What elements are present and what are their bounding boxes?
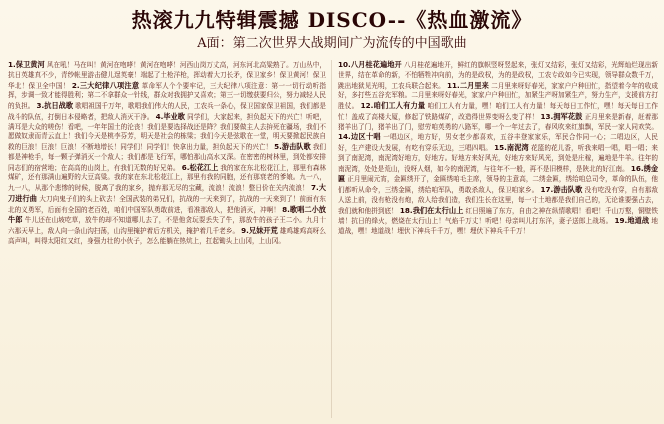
song-lyrics: 歌唱祖国千万年，歌唱我们伟大的人民，工农兵一条心，保卫国家保卫祖国，我们都是战斗的队伍，打倒日本侵略者，把敌人消灭干净。: [8, 102, 326, 121]
song-lyrics: 红日照遍了东方，自由之神在纵情歌唱！看吧！千山万壑，铜壁铁墙！抗日的烽火，燃烧在太行山上！气焰千万丈！听吧！母亲叫儿打东洋，妻子送郎上战场。: [338, 206, 658, 226]
song-lyrics: 同学们，大家起来，担负起天下的兴亡！听吧，满耳是大众的嗟伤！看吧，一年年国土的沦丧！我们是要选择战还是降？我们要做主人去拚死在疆场，我们不愿做奴隶而青云直上！我们今天是桃李芬芳，明天是社会的栋梁；我们今天是弦歌在一堂，明天要掀起民族自救的巨浪！巨浪！巨浪！不断地增长！同学们！同学们！快拿出力量，担负起天下的兴亡！: [8, 112, 326, 151]
song-title: 16.绣金匾: [338, 163, 658, 184]
page-subtitle: A面：第二次世界大战期间广为流传的中国歌曲: [197, 36, 467, 51]
song-title: 6.松花江上: [181, 162, 219, 172]
column-divider: [331, 60, 332, 418]
song-title: 18.我们在太行山上: [399, 205, 464, 215]
song-lyrics: 我的家在东北松花江上，那里有森林煤矿，还有那满山遍野的大豆高粱。我的家在东北松花江上，那里有我的同胞，还有那衰老的爹娘。九一八，九一八，从那个悲惨的时候，脱离了我的家乡，抛弃那无尽的宝藏，流浪！流浪！整日价在关内流浪！: [8, 163, 326, 192]
song-title: 8.歌唱二小放牛郎: [8, 204, 326, 225]
song-lyrics: 革命军人个个要牢记，三大纪律八项注意：第一一切行动听指挥，步调一致才能得胜利；第二不拿群众一针线，群众对我拥护又喜欢；第三一切缴获要归公，努力减轻人民的负担。: [8, 81, 326, 110]
lyrics-columns: [8, 60, 658, 418]
page-title: 热滚九九特辑震撼 DISCO--《热血激流》: [131, 8, 533, 32]
song-lyrics: 八月桂花遍地开，鲜红的旗帜竖呀竖起来，张灯又结彩，张灯又结彩，光辉灿烂现出新世界，结在革命的新，不怕牺牲冲向前，为的是政权，为的是政权，工农专政如今已实现，领导群众数千万，跳出地狱见光明，工农兵联合起来。: [338, 61, 658, 90]
song-lyrics: 雄鸡雄鸡高呀么高声叫，叫得太阳红又红，身强力壮的小伙子，怎么能躺在热炕上，扛起锄头上山冈，上山冈。: [8, 227, 326, 245]
song-lyrics: 二月里来呀好春光，家家户户种田忙，指望着今年的收成好，多打些五谷充军粮。二月里来呀好春光，家家户户种田忙，加紧生产呀加紧生产，努力生产，支援前方打胜仗。: [338, 81, 658, 110]
song-title: 9.兄妹开荒: [241, 226, 278, 235]
song-lyrics: 大刀向鬼子们的头上砍去！全国武装的弟兄们，抗战的一天来到了，抗战的一天来到了！前面有东北的义勇军，后面有全国的老百姓，咱们中国军队勇敢前进，看准那敌人，把他消灭，冲啊！: [8, 194, 326, 214]
song-title: 15.南泥湾: [494, 143, 529, 152]
lyrics-right-column: [338, 60, 658, 418]
song-title: 17.游击队歌: [540, 185, 583, 194]
song-title: 3.抗日战歌: [36, 101, 74, 110]
song-title: 5.游击队歌: [274, 142, 311, 151]
song-lyrics: 风在吼！马在叫！黄河在咆哮！黄河在咆哮！河西山岗万丈高，河东河北高粱熟了。万山丛中，抗日英雄真不少，青纱帐里游击健儿逞英豪！端起了土枪洋枪，挥动着大刀长矛，保卫家乡！保卫黄河！保卫华北！保卫全中国！: [8, 61, 326, 90]
song-title: 14.边区十唱: [338, 132, 381, 142]
song-title: 11.二月里来: [447, 80, 489, 90]
song-title: 1.保卫黄河: [8, 60, 45, 69]
lyrics-left-column: [8, 60, 326, 418]
song-title: 10.八月桂花遍地开: [338, 60, 402, 69]
song-lyrics: 花篮的花儿香，听我来唱一唱，唱一唱；来到了南泥湾，南泥湾好地方，好地方。好地方来好风光，好地方来好风光，到处是庄稼，遍地是牛羊。往年的南泥湾，处处是荒山，没呀人烟，如今的南泥湾，与往年不一般，再不是旧模样，是陕北的好江南。: [338, 144, 658, 173]
song-lyrics: 正月里闹元宵，金匾绣开了，金匾绣咱毛主席，领导的主意高，二绣金匾，绣给咱总司令，革命的队伍，他们都听从命令，三绣金匾，绣给咱军队，勇敢杀敌人，保卫咱家乡。: [338, 175, 658, 194]
song-lyrics: 我们都是神枪手，每一颗子弹消灭一个敌人；我们都是飞行军，哪怕那山高水又深。在密密的树林里，到处都安排同志们的宿营地；在高高的山岗上，有我们无数的好兄弟。: [8, 143, 326, 172]
song-title: 7.大刀进行曲: [8, 183, 326, 203]
song-lyrics: 地道战，嘿！地道战！埋伏下神兵千千万，嘿！埋伏下神兵千千万！: [338, 217, 658, 235]
song-lyrics: 正月里来是新春，赶着那猪羊出了门，猪羊出了门，慰劳咱英勇的八路军，哪一个一年过去了，春风吹来红旗飘，军民一家人同欢笑。: [338, 112, 658, 131]
song-lyrics: 一唱边区，地方好，男女老少都喜欢，五谷丰登家家乐，军民合作同一心；二唱边区，人民好，生产建设大发展，有吃有穿乐无边，三唱四唱。: [338, 133, 658, 152]
song-lyrics: 咱们工人有力量，嘿！咱们工人有力量！每天每日工作忙，嘿！每天每日工作忙！盖成了高楼大厦，修起了铁路煤矿，改造得世界变呀么变了样！: [338, 102, 658, 121]
song-title: 2.三大纪律八项注意: [71, 80, 140, 90]
song-lyrics: 没有吃没有穿，自有那敌人送上前，没有枪没有炮，敌人给我们造，我们生长在这里，每一寸土地都是我们自己的，无论谁要强占去，我们就和他拼到底！: [338, 186, 658, 215]
song-title: 4.毕业歌: [155, 111, 185, 121]
song-title: 19.地道战: [614, 216, 650, 226]
song-lyrics: 牛儿还在山坡吃草，放牛的却不知道哪儿去了，不是他贪玩耍丢失了牛，那放牛的孩子王二小。九月十六那天早上，敌人向一条山沟扫荡，山沟里掩护着后方机关，掩护着几千老乡。: [8, 216, 326, 235]
song-title: 13.拥军花鼓: [540, 111, 583, 121]
song-title: 12.咱们工人有力量: [360, 101, 426, 110]
